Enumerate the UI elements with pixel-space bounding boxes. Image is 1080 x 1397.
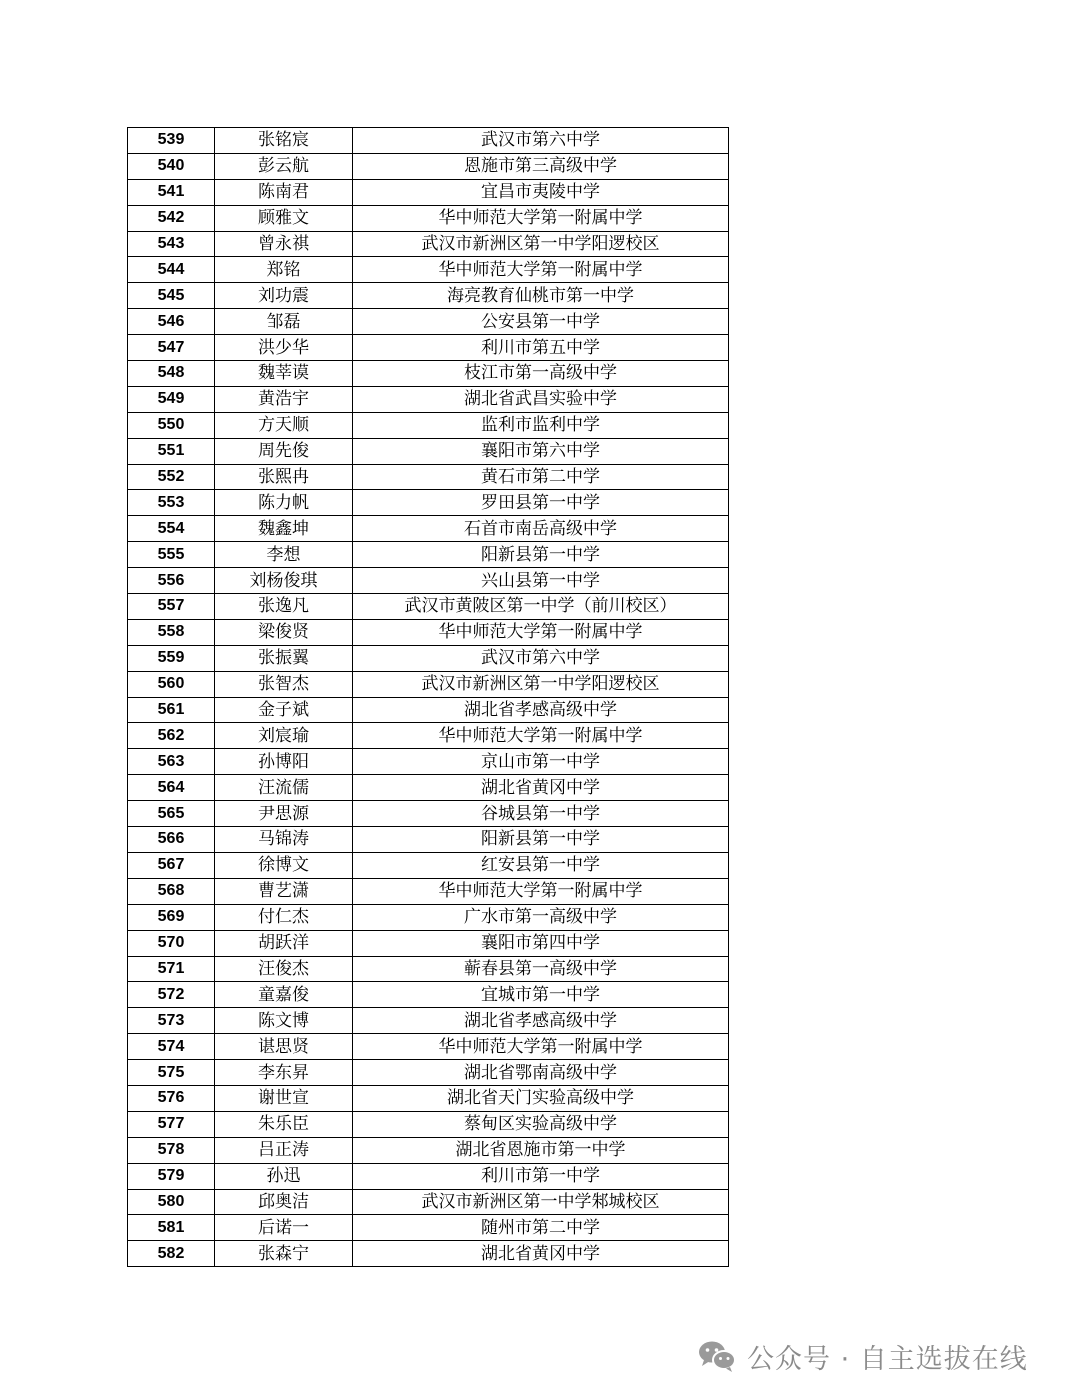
table-row — [128, 490, 729, 516]
student-name: 付仁杰 — [215, 904, 353, 930]
table-row — [128, 1189, 729, 1215]
row-number: 573 — [128, 1008, 215, 1034]
row-number: 572 — [128, 982, 215, 1008]
table-row — [128, 1111, 729, 1137]
table-row — [128, 982, 729, 1008]
student-name: 魏鑫坤 — [215, 516, 353, 542]
student-name: 张铭宸 — [215, 128, 353, 154]
school-name: 武汉市黄陂区第一中学（前川校区） — [353, 594, 729, 620]
table-row — [128, 1008, 729, 1034]
row-number: 575 — [128, 1060, 215, 1086]
student-name: 吕正涛 — [215, 1137, 353, 1163]
school-name: 宜昌市夷陵中学 — [353, 179, 729, 205]
school-name: 华中师范大学第一附属中学 — [353, 723, 729, 749]
row-number: 539 — [128, 128, 215, 154]
school-name: 阳新县第一中学 — [353, 542, 729, 568]
student-name: 张熙冉 — [215, 464, 353, 490]
student-name: 洪少华 — [215, 335, 353, 361]
student-name: 汪俊杰 — [215, 956, 353, 982]
student-name: 朱乐臣 — [215, 1111, 353, 1137]
row-number: 552 — [128, 464, 215, 490]
school-name: 石首市南岳高级中学 — [353, 516, 729, 542]
roster-table — [127, 127, 729, 1267]
school-name: 襄阳市第四中学 — [353, 930, 729, 956]
student-name: 李东昇 — [215, 1060, 353, 1086]
row-number: 547 — [128, 335, 215, 361]
school-name: 湖北省孝感高级中学 — [353, 1008, 729, 1034]
table-row — [128, 723, 729, 749]
wechat-icon — [697, 1339, 737, 1373]
school-name: 华中师范大学第一附属中学 — [353, 1034, 729, 1060]
row-number: 567 — [128, 852, 215, 878]
school-name: 枝江市第一高级中学 — [353, 361, 729, 387]
table-row — [128, 464, 729, 490]
student-name: 李想 — [215, 542, 353, 568]
student-name: 陈南君 — [215, 179, 353, 205]
student-name: 方天顺 — [215, 412, 353, 438]
row-number: 561 — [128, 697, 215, 723]
table-row — [128, 930, 729, 956]
school-name: 罗田县第一中学 — [353, 490, 729, 516]
school-name: 黄石市第二中学 — [353, 464, 729, 490]
school-name: 湖北省恩施市第一中学 — [353, 1137, 729, 1163]
table-row — [128, 645, 729, 671]
school-name: 华中师范大学第一附属中学 — [353, 205, 729, 231]
table-row — [128, 1163, 729, 1189]
table-row — [128, 852, 729, 878]
school-name: 广水市第一高级中学 — [353, 904, 729, 930]
student-name: 张智杰 — [215, 671, 353, 697]
student-name: 邹磊 — [215, 309, 353, 335]
table-row — [128, 205, 729, 231]
table-row — [128, 283, 729, 309]
student-name: 黄浩宇 — [215, 386, 353, 412]
school-name: 监利市监利中学 — [353, 412, 729, 438]
school-name: 兴山县第一中学 — [353, 568, 729, 594]
table-row — [128, 671, 729, 697]
school-name: 阳新县第一中学 — [353, 827, 729, 853]
row-number: 545 — [128, 283, 215, 309]
table-row — [128, 594, 729, 620]
table-row — [128, 878, 729, 904]
table-row — [128, 1085, 729, 1111]
row-number: 543 — [128, 231, 215, 257]
student-name: 梁俊贤 — [215, 619, 353, 645]
row-number: 550 — [128, 412, 215, 438]
watermark-text: 公众号 · 自主选拔在线 — [747, 1343, 1028, 1375]
row-number: 560 — [128, 671, 215, 697]
school-name: 利川市第一中学 — [353, 1163, 729, 1189]
student-name: 张森宁 — [215, 1241, 353, 1267]
table-row — [128, 309, 729, 335]
school-name: 华中师范大学第一附属中学 — [353, 878, 729, 904]
school-name: 武汉市第六中学 — [353, 645, 729, 671]
student-name: 张逸凡 — [215, 594, 353, 620]
table-row — [128, 749, 729, 775]
student-name: 顾雅文 — [215, 205, 353, 231]
table-row — [128, 827, 729, 853]
school-name: 公安县第一中学 — [353, 309, 729, 335]
row-number: 558 — [128, 619, 215, 645]
student-name: 彭云航 — [215, 153, 353, 179]
row-number: 554 — [128, 516, 215, 542]
school-name: 湖北省孝感高级中学 — [353, 697, 729, 723]
row-number: 556 — [128, 568, 215, 594]
school-name: 武汉市第六中学 — [353, 128, 729, 154]
row-number: 551 — [128, 438, 215, 464]
table-row — [128, 231, 729, 257]
school-name: 湖北省天门实验高级中学 — [353, 1085, 729, 1111]
table-row — [128, 801, 729, 827]
student-name: 刘宸瑜 — [215, 723, 353, 749]
table-row — [128, 128, 729, 154]
school-name: 红安县第一中学 — [353, 852, 729, 878]
student-name: 汪流儒 — [215, 775, 353, 801]
row-number: 541 — [128, 179, 215, 205]
student-name: 周先俊 — [215, 438, 353, 464]
row-number: 571 — [128, 956, 215, 982]
student-name: 邱奥洁 — [215, 1189, 353, 1215]
school-name: 京山市第一中学 — [353, 749, 729, 775]
school-name: 蔡甸区实验高级中学 — [353, 1111, 729, 1137]
student-name: 陈文博 — [215, 1008, 353, 1034]
school-name: 湖北省鄂南高级中学 — [353, 1060, 729, 1086]
roster-table-body — [128, 128, 729, 1267]
student-name: 张振翼 — [215, 645, 353, 671]
school-name: 海亮教育仙桃市第一中学 — [353, 283, 729, 309]
table-row — [128, 516, 729, 542]
row-number: 569 — [128, 904, 215, 930]
row-number: 540 — [128, 153, 215, 179]
student-name: 魏莘谟 — [215, 361, 353, 387]
school-name: 谷城县第一中学 — [353, 801, 729, 827]
row-number: 578 — [128, 1137, 215, 1163]
row-number: 563 — [128, 749, 215, 775]
table-row — [128, 1241, 729, 1267]
table-row — [128, 956, 729, 982]
row-number: 565 — [128, 801, 215, 827]
school-name: 湖北省黄冈中学 — [353, 775, 729, 801]
table-row — [128, 619, 729, 645]
table-row — [128, 1215, 729, 1241]
row-number: 542 — [128, 205, 215, 231]
row-number: 559 — [128, 645, 215, 671]
row-number: 568 — [128, 878, 215, 904]
student-name: 马锦涛 — [215, 827, 353, 853]
school-name: 武汉市新洲区第一中学邾城校区 — [353, 1189, 729, 1215]
row-number: 576 — [128, 1085, 215, 1111]
row-number: 562 — [128, 723, 215, 749]
table-row — [128, 257, 729, 283]
row-number: 546 — [128, 309, 215, 335]
row-number: 582 — [128, 1241, 215, 1267]
school-name: 随州市第二中学 — [353, 1215, 729, 1241]
school-name: 华中师范大学第一附属中学 — [353, 257, 729, 283]
row-number: 553 — [128, 490, 215, 516]
table-row — [128, 542, 729, 568]
table-row — [128, 335, 729, 361]
student-name: 童嘉俊 — [215, 982, 353, 1008]
table-row — [128, 153, 729, 179]
student-name: 后诺一 — [215, 1215, 353, 1241]
table-row — [128, 1060, 729, 1086]
student-name: 刘功震 — [215, 283, 353, 309]
row-number: 570 — [128, 930, 215, 956]
student-name: 尹思源 — [215, 801, 353, 827]
row-number: 548 — [128, 361, 215, 387]
school-name: 利川市第五中学 — [353, 335, 729, 361]
table-row — [128, 1034, 729, 1060]
row-number: 580 — [128, 1189, 215, 1215]
school-name: 襄阳市第六中学 — [353, 438, 729, 464]
table-row — [128, 179, 729, 205]
table-row — [128, 361, 729, 387]
school-name: 武汉市新洲区第一中学阳逻校区 — [353, 671, 729, 697]
student-name: 孙博阳 — [215, 749, 353, 775]
row-number: 577 — [128, 1111, 215, 1137]
row-number: 579 — [128, 1163, 215, 1189]
school-name: 湖北省黄冈中学 — [353, 1241, 729, 1267]
school-name: 恩施市第三高级中学 — [353, 153, 729, 179]
student-name: 谌思贤 — [215, 1034, 353, 1060]
table-row — [128, 904, 729, 930]
row-number: 574 — [128, 1034, 215, 1060]
school-name: 蕲春县第一高级中学 — [353, 956, 729, 982]
table-row — [128, 697, 729, 723]
student-name: 陈力帆 — [215, 490, 353, 516]
school-name: 武汉市新洲区第一中学阳逻校区 — [353, 231, 729, 257]
student-name: 徐博文 — [215, 852, 353, 878]
student-name: 孙迅 — [215, 1163, 353, 1189]
student-name: 曾永祺 — [215, 231, 353, 257]
student-name: 郑铭 — [215, 257, 353, 283]
table-row — [128, 775, 729, 801]
row-number: 557 — [128, 594, 215, 620]
student-name: 刘杨俊琪 — [215, 568, 353, 594]
school-name: 宜城市第一中学 — [353, 982, 729, 1008]
student-name: 胡跃洋 — [215, 930, 353, 956]
row-number: 555 — [128, 542, 215, 568]
row-number: 581 — [128, 1215, 215, 1241]
student-name: 曹艺潇 — [215, 878, 353, 904]
watermark — [697, 1336, 1028, 1376]
student-name: 金子斌 — [215, 697, 353, 723]
student-name: 谢世宣 — [215, 1085, 353, 1111]
school-name: 湖北省武昌实验中学 — [353, 386, 729, 412]
row-number: 549 — [128, 386, 215, 412]
table-row — [128, 1137, 729, 1163]
row-number: 566 — [128, 827, 215, 853]
school-name: 华中师范大学第一附属中学 — [353, 619, 729, 645]
table-row — [128, 386, 729, 412]
table-row — [128, 438, 729, 464]
table-row — [128, 412, 729, 438]
table-row — [128, 568, 729, 594]
row-number: 564 — [128, 775, 215, 801]
row-number: 544 — [128, 257, 215, 283]
